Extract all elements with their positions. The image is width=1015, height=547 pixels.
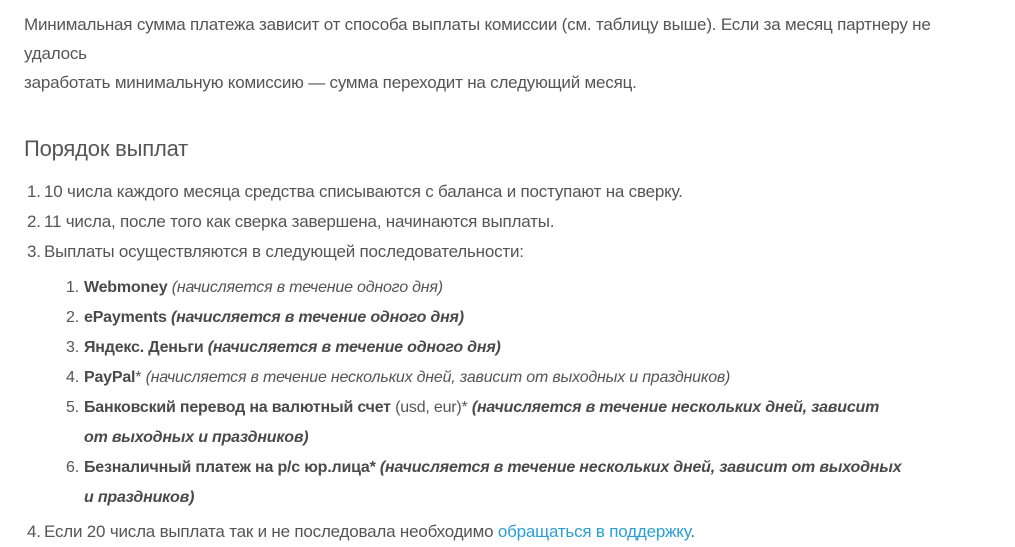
method-note: (начисляется в течение одного дня) — [207, 339, 501, 356]
list-item-step-4 — [24, 517, 994, 547]
payment-methods-list — [44, 273, 994, 513]
step-text: 10 числа каждого месяца средства списываются с баланса и поступают на сверку. — [44, 182, 683, 201]
list-item-method-webmoney — [44, 273, 904, 303]
method-name: Банковский перевод на валютный счет — [84, 399, 391, 416]
list-item-step-2 — [24, 207, 994, 237]
method-note: (начисляется в течение нескольких дней, зависит от выходных и праздников) — [84, 399, 880, 446]
support-link[interactable]: обращаться в поддержку — [497, 522, 691, 541]
intro-paragraph — [24, 10, 994, 97]
step-number: 1. — [27, 182, 41, 201]
intro-line-1: Минимальная сумма платежа зависит от способа выплаты комиссии (см. таблицу выше). Если за месяц партнеру не удалось — [24, 15, 931, 63]
list-item-method-yandex — [44, 333, 904, 363]
method-name: ePayments — [84, 309, 167, 326]
method-star: * — [135, 369, 142, 386]
method-name: Яндекс. Деньги — [84, 339, 204, 356]
list-item-method-paypal — [44, 363, 904, 393]
method-note: (начисляется в течение нескольких дней, зависит от выходных и праздников) — [145, 369, 731, 386]
list-item-step-1 — [24, 177, 994, 207]
method-note: (начисляется в течение одного дня) — [170, 309, 464, 326]
step-text-end: . — [690, 522, 695, 541]
step-number: 4. — [27, 522, 41, 541]
payout-steps-list — [24, 177, 994, 547]
method-number: 6. — [66, 459, 79, 476]
method-number: 5. — [66, 399, 79, 416]
method-number: 2. — [66, 309, 79, 326]
method-name: Webmoney — [84, 279, 168, 296]
step-text: Выплаты осуществляются в следующей последовательности: — [44, 242, 524, 261]
list-item-method-legal-entity — [44, 453, 904, 513]
method-name: Безналичный платеж на р/с юр.лица — [84, 459, 370, 476]
step-number: 2. — [27, 212, 41, 231]
step-text: 11 числа, после того как сверка завершена, начинаются выплаты. — [44, 212, 555, 231]
method-extra: (usd, eur)* — [390, 399, 468, 416]
method-number: 3. — [66, 339, 79, 356]
list-item-method-epayments — [44, 303, 904, 333]
method-number: 1. — [66, 279, 79, 296]
list-item-step-3 — [24, 237, 994, 513]
article-content — [24, 10, 994, 547]
method-name: PayPal — [84, 369, 136, 386]
list-item-method-bank-transfer — [44, 393, 904, 453]
intro-line-2: заработать минимальную комиссию — сумма переходит на следующий месяц. — [24, 73, 637, 92]
step-text: Если 20 числа выплата так и не последовала необходимо — [44, 522, 498, 541]
section-title: Порядок выплат — [24, 136, 189, 161]
method-number: 4. — [66, 369, 79, 386]
method-note: (начисляется в течение одного дня) — [171, 279, 443, 296]
step-number: 3. — [27, 242, 41, 261]
method-star: * — [369, 459, 376, 476]
method-note: (начисляется в течение нескольких дней, зависит от выходных и праздников) — [84, 459, 902, 506]
